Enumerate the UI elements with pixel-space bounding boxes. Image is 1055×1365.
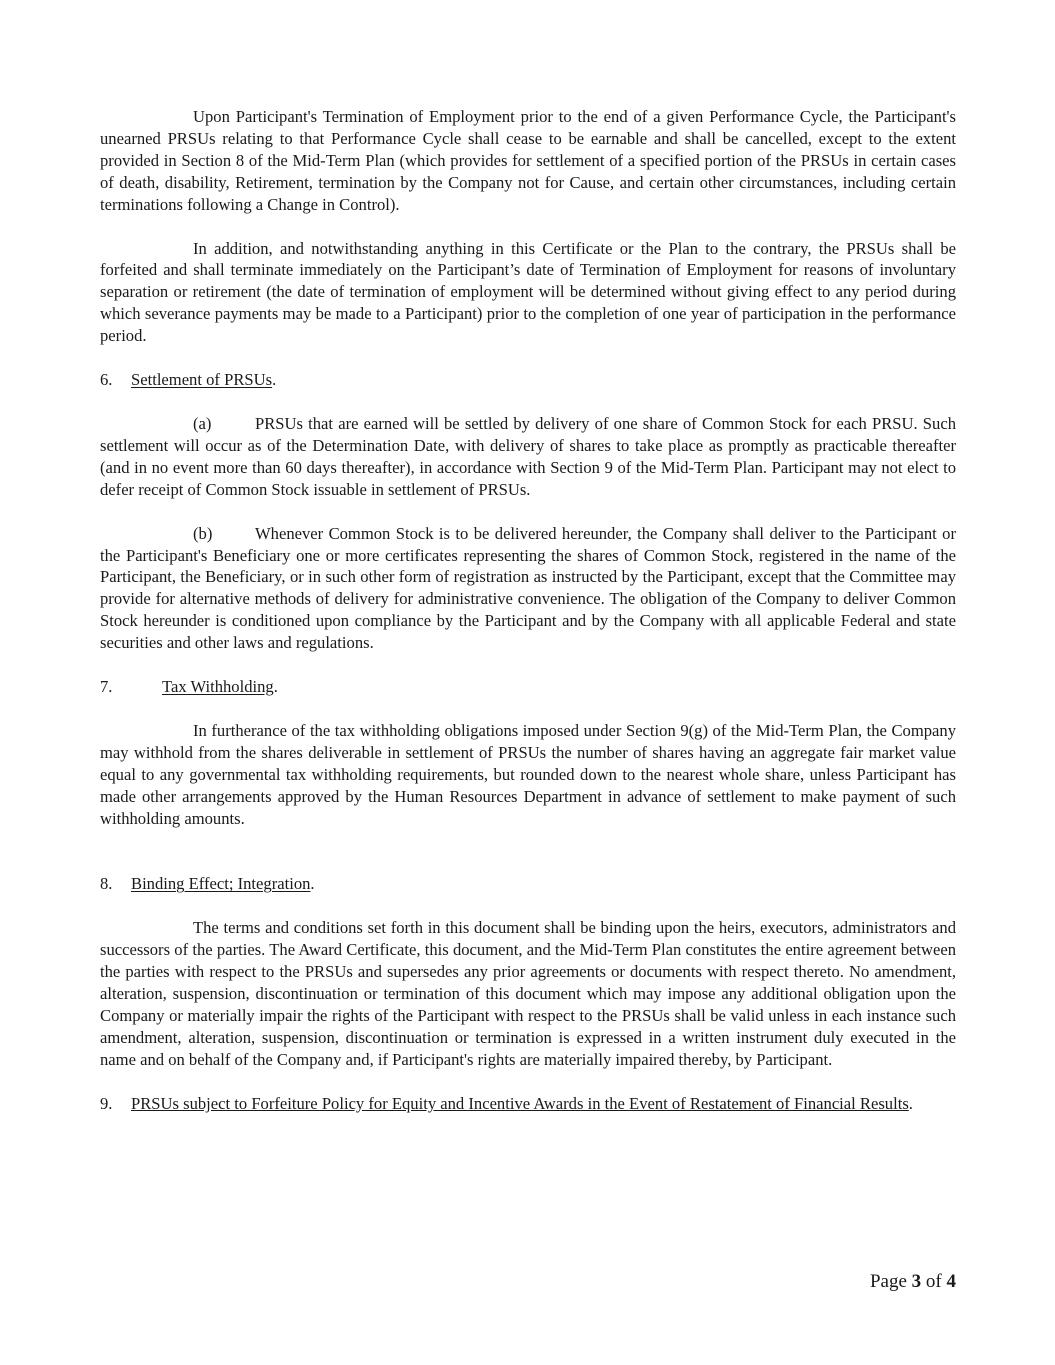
section-8-heading bbox=[100, 873, 956, 895]
section-6b-text: Whenever Common Stock is to be delivered hereunder, the Company shall deliver to the Participant or the Participant's Beneficiary one or more certificates representing the shares of Common Stock, registered in the name of the Participant, the Beneficiary, or in such other form of registration as instructed by the Participant, except that the Committee may provide for alternative methods of delivery for administrative convenience. The obligation of the Company to deliver Common Stock hereunder is conditioned upon compliance by the Participant and by the Company with all applicable Federal and state securities and other laws and regulations. bbox=[100, 523, 956, 653]
section-6-period: . bbox=[272, 370, 277, 390]
section-9-number: 9. bbox=[100, 1093, 113, 1113]
section-8-period: . bbox=[310, 874, 315, 894]
section-6a-text: PRSUs that are earned will be settled by delivery of one share of Common Stock for each PRSU. Such settlement will occur as of the Determination Date, with delivery of shares to take place as promptly as practicable thereafter (and in no event more than 60 days thereafter), in accordance with Section 9 of the Mid-Term Plan. Participant may not elect to defer receipt of Common Stock issuable in settlement of PRSUs. bbox=[100, 413, 956, 499]
section-6-number: 6. bbox=[100, 370, 113, 390]
section-6b-paragraph bbox=[100, 523, 956, 654]
page-middle: of bbox=[921, 1271, 947, 1292]
page-number bbox=[870, 1270, 956, 1294]
page-current: 3 bbox=[911, 1271, 922, 1292]
section-8-number: 8. bbox=[100, 874, 113, 894]
section-6-title: Settlement of PRSUs bbox=[131, 370, 273, 390]
section-6a-paragraph bbox=[100, 413, 956, 501]
section-8-title: Binding Effect; Integration bbox=[131, 874, 311, 894]
section-8-paragraph: The terms and conditions set forth in this document shall be binding upon the heirs, executors, administrators and successors of the parties. The Award Certificate, this document, and the Mid-Term Plan constitutes the entire agreement between the parties with respect to the PRSUs and supersedes any prior agreements or documents with respect thereto. No amendment, alteration, suspension, discontinuation or termination of this document which may impose any additional obligation upon the Company or materially impair the rights of the Participant with respect to the PRSUs shall be valid unless in each instance such amendment, alteration, suspension, discontinuation or termination is expressed in a written instrument duly executed in the name and on behalf of the Company and, if Participant's rights are materially impaired thereby, by Participant. bbox=[100, 918, 956, 1069]
section-7-paragraph: In furtherance of the tax withholding obligations imposed under Section 9(g) of the Mid-Term Plan, the Company may withhold from the shares deliverable in settlement of PRSUs the number of shares having an aggregate fair market value equal to any governmental tax withholding requirements, but rounded down to the nearest whole share, unless Participant has made other arrangements approved by the Human Resources Department in advance of settlement to make payment of such withholding amounts. bbox=[100, 720, 956, 828]
section-7-number: 7. bbox=[100, 677, 113, 697]
section-9-heading bbox=[100, 1093, 956, 1115]
section-7-title: Tax Withholding bbox=[162, 677, 274, 697]
page-total: 4 bbox=[946, 1271, 956, 1292]
section-7-heading bbox=[100, 676, 956, 698]
section-6a-label: (a) bbox=[193, 413, 212, 433]
section-6-heading bbox=[100, 369, 956, 391]
section-9-period: . bbox=[908, 1093, 913, 1113]
paragraph-termination: Upon Participant's Termination of Employment prior to the end of a given Performance Cycle, the Participant's unearned PRSUs relating to that Performance Cycle shall cease to be earnable and shall be cancelled, except to the extent provided in Section 8 of the Mid-Term Plan (which provides for settlement of a specified portion of the PRSUs in certain cases of death, disability, Retirement, termination by the Company not for Cause, and certain other circumstances, including certain terminations following a Change in Control). bbox=[100, 107, 956, 214]
section-9-title: PRSUs subject to Forfeiture Policy for Equity and Incentive Awards in the Event of Restatement of Financial Results bbox=[131, 1093, 909, 1113]
page-prefix: Page bbox=[869, 1271, 912, 1292]
document-page bbox=[100, 106, 956, 1115]
paragraph-forfeiture: In addition, and notwithstanding anything in this Certificate or the Plan to the contrary, the PRSUs shall be forfeited and shall terminate immediately on the Participant’s date of Termination of Employment for reasons of involuntary separation or retirement (the date of termination of employment will be determined without giving effect to any period during which severance payments may be made to a Participant) prior to the completion of one year of participation in the performance period. bbox=[100, 238, 956, 346]
section-7-period: . bbox=[273, 677, 278, 697]
section-6b-label: (b) bbox=[193, 523, 213, 543]
